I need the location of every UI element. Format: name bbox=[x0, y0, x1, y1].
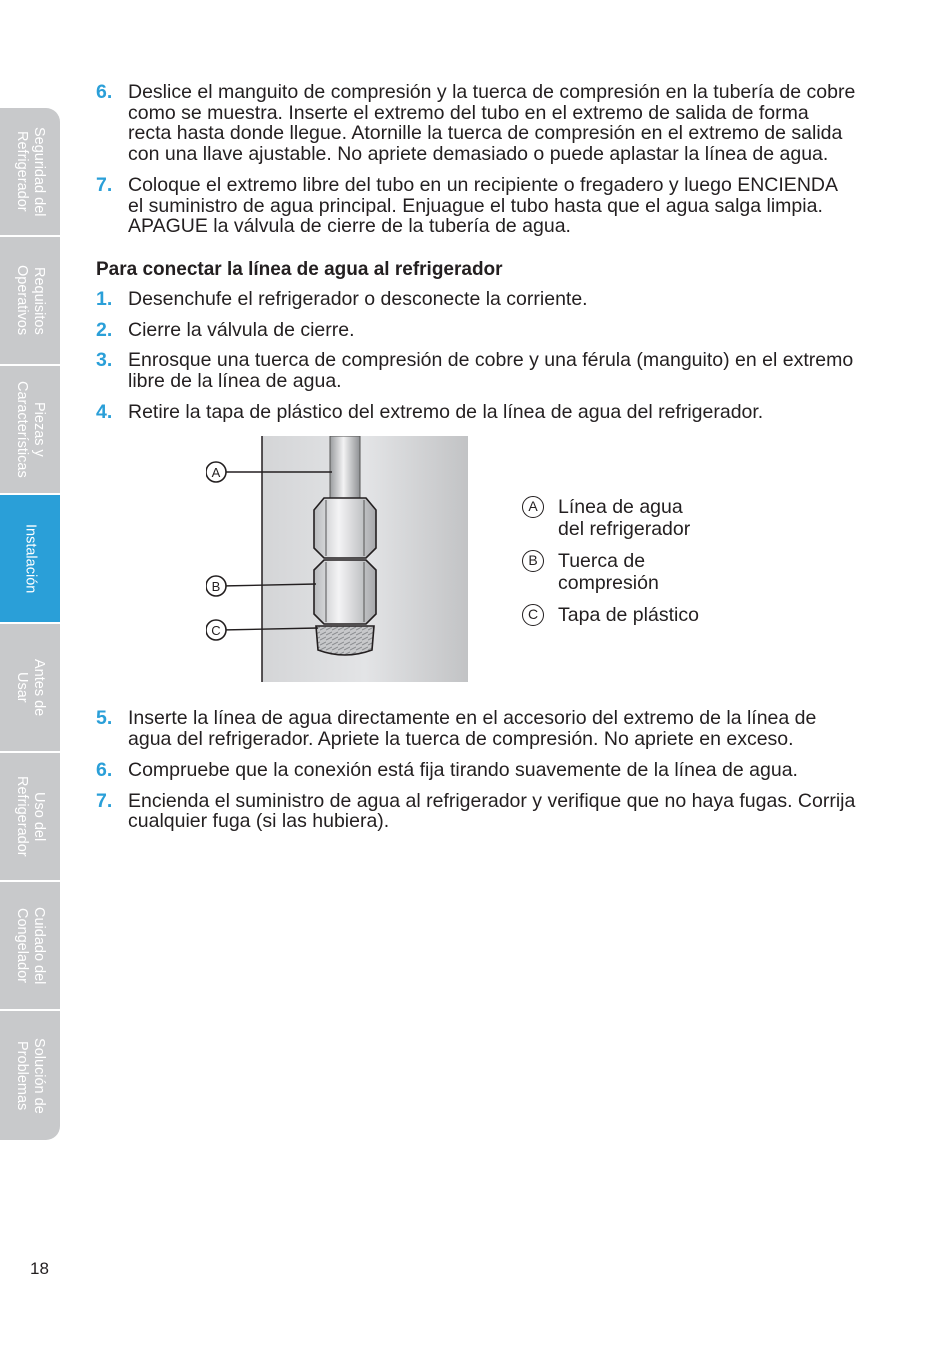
step-number: 4. bbox=[96, 400, 113, 423]
step-number: 7. bbox=[96, 789, 113, 812]
list-item bbox=[96, 708, 856, 749]
steps-connect bbox=[96, 289, 856, 423]
water-line-tube bbox=[330, 436, 360, 504]
page-number: 18 bbox=[30, 1259, 49, 1278]
step-text: Deslice el manguito de compresión y la tuerca de compresión en la tubería de cobre como se muestra. Inserte el extremo del tubo en el extremo de salida de forma recta hasta donde llegue. Atornille la tuerca de compresión en el extremo de salida con una llave ajustable. No apriete demasiado o puede aplastar la línea de agua. bbox=[128, 81, 856, 166]
fitting-figure bbox=[96, 436, 856, 698]
compression-nut bbox=[314, 560, 376, 624]
step-text: Coloque el extremo libre del tubo en un recipiente o fregadero y luego ENCIENDA el suministro de agua principal. Enjuague el tubo hasta que el agua salga limpia. APAGUE la válvula de cierre de la tubería de agua. bbox=[128, 173, 837, 238]
legend-item-b bbox=[522, 550, 699, 594]
callout-c-letter: C bbox=[211, 623, 221, 639]
list-item bbox=[96, 82, 856, 165]
callout-b-letter: B bbox=[211, 579, 221, 595]
step-text: Inserte la línea de agua directamente en el accesorio del extremo de la línea de agua del refrigerador. Apriete la tuerca de compresión. No apriete en exceso. bbox=[128, 707, 817, 751]
list-item bbox=[96, 320, 856, 341]
tab-label: Piezas y Características bbox=[14, 381, 47, 478]
tab-cuidado[interactable] bbox=[0, 882, 60, 1011]
tab-requisitos[interactable] bbox=[0, 237, 60, 366]
tab-uso[interactable] bbox=[0, 753, 60, 882]
list-item bbox=[96, 760, 856, 781]
legend-badge: A bbox=[522, 496, 544, 518]
step-number: 7. bbox=[96, 173, 113, 196]
legend-text: Línea de agua del refrigerador bbox=[558, 496, 691, 541]
steps-continued bbox=[96, 82, 856, 237]
steps-final bbox=[96, 708, 856, 832]
step-text: Desenchufe el refrigerador o desconecte la corriente. bbox=[128, 287, 588, 310]
tab-solucion[interactable] bbox=[0, 1011, 60, 1140]
step-number: 3. bbox=[96, 349, 113, 372]
legend-badge: B bbox=[522, 550, 544, 572]
tab-label: Antes de Usar bbox=[14, 658, 47, 717]
legend-item-c bbox=[522, 604, 699, 626]
section-heading: Para conectar la línea de agua al refrigerador bbox=[96, 258, 503, 280]
tab-instalacion[interactable] bbox=[0, 495, 60, 624]
page-content bbox=[96, 82, 856, 842]
figure-legend bbox=[522, 496, 699, 636]
tab-seguridad[interactable] bbox=[0, 108, 60, 237]
tab-piezas[interactable] bbox=[0, 366, 60, 495]
step-text: Cierre la válvula de cierre. bbox=[128, 318, 355, 341]
legend-text: Tapa de plástico bbox=[558, 604, 699, 627]
list-item bbox=[96, 402, 856, 423]
legend-text: Tuerca de compresión bbox=[558, 550, 659, 595]
step-text: Compruebe que la conexión está fija tirando suavemente de la línea de agua. bbox=[128, 758, 798, 781]
step-text: Retire la tapa de plástico del extremo de la línea de agua del refrigerador. bbox=[128, 400, 764, 423]
upper-nut bbox=[314, 498, 376, 558]
tab-antes-de-usar[interactable] bbox=[0, 624, 60, 753]
section-tabs bbox=[0, 108, 60, 1140]
legend-item-a bbox=[522, 496, 699, 540]
plastic-cap bbox=[316, 626, 374, 655]
list-item bbox=[96, 791, 856, 832]
step-number: 1. bbox=[96, 287, 113, 310]
tab-label: Requisitos Operativos bbox=[14, 265, 47, 336]
tab-label: Instalación bbox=[22, 523, 39, 594]
step-text: Encienda el suministro de agua al refrigerador y verifique que no haya fugas. Corrija cualquier fuga (si las hubiera). bbox=[128, 789, 856, 833]
tab-label: Uso del Refrigerador bbox=[14, 776, 47, 857]
list-item bbox=[96, 289, 856, 310]
tab-label: Seguridad del Refrigerador bbox=[14, 126, 47, 217]
callout-a-letter: A bbox=[211, 465, 221, 481]
step-number: 2. bbox=[96, 318, 113, 341]
tab-label: Solución de Problemas bbox=[14, 1037, 47, 1114]
step-number: 6. bbox=[96, 758, 113, 781]
step-number: 6. bbox=[96, 81, 113, 103]
list-item bbox=[96, 350, 856, 391]
fitting-illustration bbox=[206, 436, 486, 682]
step-text: Enrosque una tuerca de compresión de cobre y una férula (manguito) en el extremo libre de la línea de agua. bbox=[128, 349, 854, 393]
list-item bbox=[96, 175, 856, 237]
step-number: 5. bbox=[96, 707, 113, 730]
legend-badge: C bbox=[522, 604, 544, 626]
tab-label: Cuidado del Congelador bbox=[14, 906, 47, 985]
